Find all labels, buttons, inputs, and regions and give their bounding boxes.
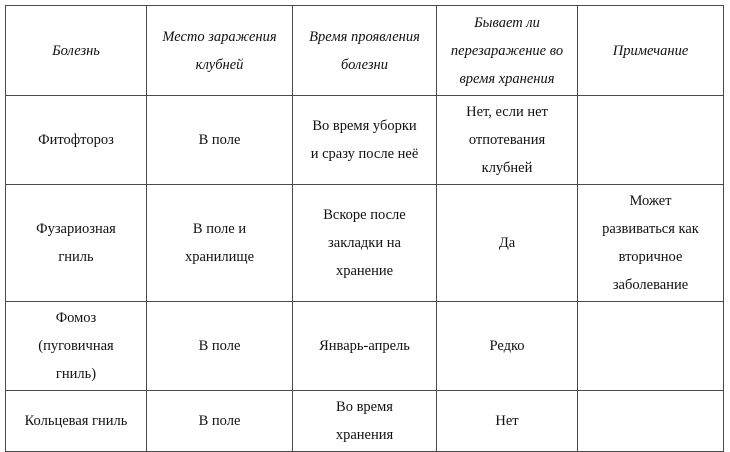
- table-row: [6, 185, 724, 302]
- cell-manifestation-time: Январь-апрель: [293, 302, 437, 391]
- cell-infection-place: В поле: [147, 302, 293, 391]
- cell-manifestation-time: Во время хранения: [293, 391, 437, 452]
- cell-disease: Фитофтороз: [6, 96, 147, 185]
- cell-note: Может развиваться как вторичное заболевание: [578, 185, 724, 302]
- cell-manifestation-time: Вскоре после закладки на хранение: [293, 185, 437, 302]
- cell-infection-place: В поле: [147, 391, 293, 452]
- header-infection-place: Место заражения клубней: [147, 6, 293, 96]
- cell-disease: Фомоз (пуговичная гниль): [6, 302, 147, 391]
- header-reinfection: Бывает ли перезаражение во время хранения: [437, 6, 578, 96]
- cell-manifestation-time: Во время уборки и сразу после неё: [293, 96, 437, 185]
- table-row: [6, 302, 724, 391]
- cell-note: [578, 302, 724, 391]
- cell-infection-place: В поле: [147, 96, 293, 185]
- disease-table: [5, 5, 724, 452]
- cell-reinfection: Нет: [437, 391, 578, 452]
- table-row: [6, 96, 724, 185]
- header-note: Примечание: [578, 6, 724, 96]
- cell-disease: Кольцевая гниль: [6, 391, 147, 452]
- cell-note: [578, 96, 724, 185]
- cell-reinfection: Нет, если нет отпотевания клубней: [437, 96, 578, 185]
- cell-infection-place: В поле и хранилище: [147, 185, 293, 302]
- header-disease: Болезнь: [6, 6, 147, 96]
- cell-reinfection: Редко: [437, 302, 578, 391]
- cell-disease: Фузариозная гниль: [6, 185, 147, 302]
- header-row: [6, 6, 724, 96]
- cell-reinfection: Да: [437, 185, 578, 302]
- table-row: [6, 391, 724, 452]
- cell-note: [578, 391, 724, 452]
- header-manifestation-time: Время проявления болезни: [293, 6, 437, 96]
